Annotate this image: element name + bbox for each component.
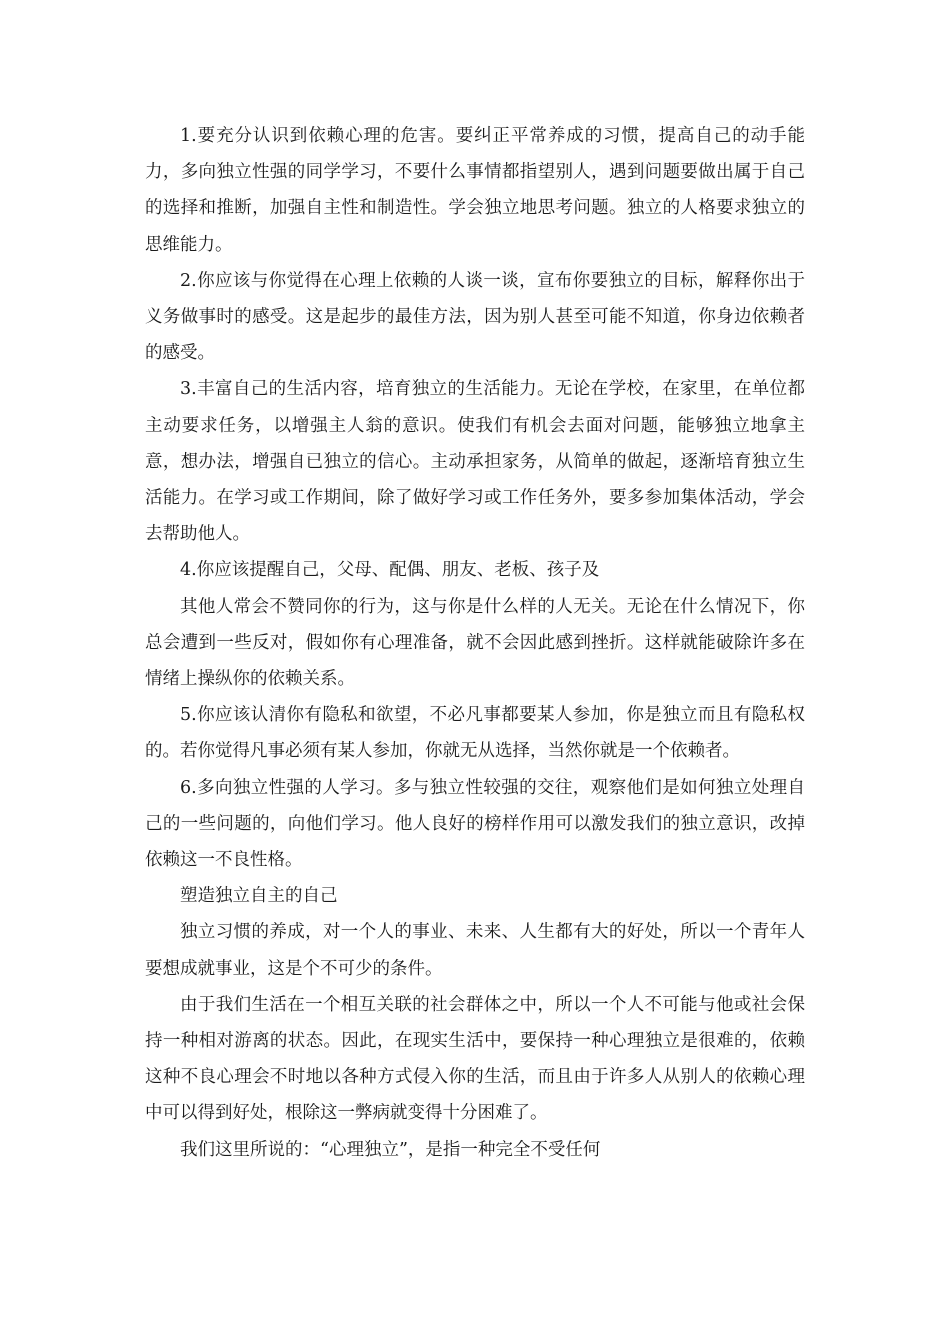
paragraph-4: 4.你应该提醒自己，父母、配偶、朋友、老板、孩子及 <box>180 560 600 581</box>
paragraph-1: 1.要充分认识到依赖心理的危害。要纠正平常养成的习惯，提高自己的动手能力，多向独立性强的同学学习，不要什么事情都指望别人，遇到问题要做出属于自己的选择和推断，加强自主性和制造性。学会独立地思考问题。独立的人格要求独立的思维能力。 <box>145 126 805 255</box>
document-page <box>145 118 805 1168</box>
paragraph-5: 其他人常会不赞同你的行为，这与你是什么样的人无关。无论在什么情况下，你总会遭到一些反对，假如你有心理准备，就不会因此感到挫折。这样就能破除许多在情绪上操纵你的依赖关系。 <box>145 596 805 690</box>
paragraph-11: 我们这里所说的：“心理独立”，是指一种完全不受任何 <box>180 1139 601 1160</box>
paragraph-3: 3.丰富自己的生活内容，培育独立的生活能力。无论在学校，在家里，在单位都主动要求任务，以增强主人翁的意识。使我们有机会去面对问题，能够独立地拿主意，想办法，增强自已独立的信心。主动承担家务，从简单的做起，逐渐培育独立生活能力。在学习或工作期间，除了做好学习或工作任务外，要多参加集体活动，学会去帮助他人。 <box>145 379 805 545</box>
paragraph-9: 独立习惯的养成，对一个人的事业、未来、人生都有大的好处，所以一个青年人要想成就事业，这是个不可少的条件。 <box>145 922 805 979</box>
paragraph-7: 6.多向独立性强的人学习。多与独立性较强的交往，观察他们是如何独立处理自己的一些问题的，向他们学习。他人良好的榜样作用可以激发我们的独立意识，改掉依赖这一不良性格。 <box>145 777 805 871</box>
paragraph-10: 由于我们生活在一个相互关联的社会群体之中，所以一个人不可能与他或社会保持一种相对游离的状态。因此，在现实生活中，要保持一种心理独立是很难的，依赖这种不良心理会不时地以各种方式侵入你的生活，而且由于许多人从别人的依赖心理中可以得到好处，根除这一弊病就变得十分困难了。 <box>145 994 805 1124</box>
paragraph-2: 2.你应该与你觉得在心理上依赖的人谈一谈，宣布你要独立的目标，解释你出于义务做事时的感受。这是起步的最佳方法，因为别人甚至可能不知道，你身边依赖者的感受。 <box>145 270 805 364</box>
paragraph-6: 5.你应该认清你有隐私和欲望，不必凡事都要某人参加，你是独立而且有隐私权的。若你觉得凡事必须有某人参加，你就无从选择，当然你就是一个依赖者。 <box>145 705 805 762</box>
section-heading: 塑造独立自主的自己 <box>180 886 338 907</box>
